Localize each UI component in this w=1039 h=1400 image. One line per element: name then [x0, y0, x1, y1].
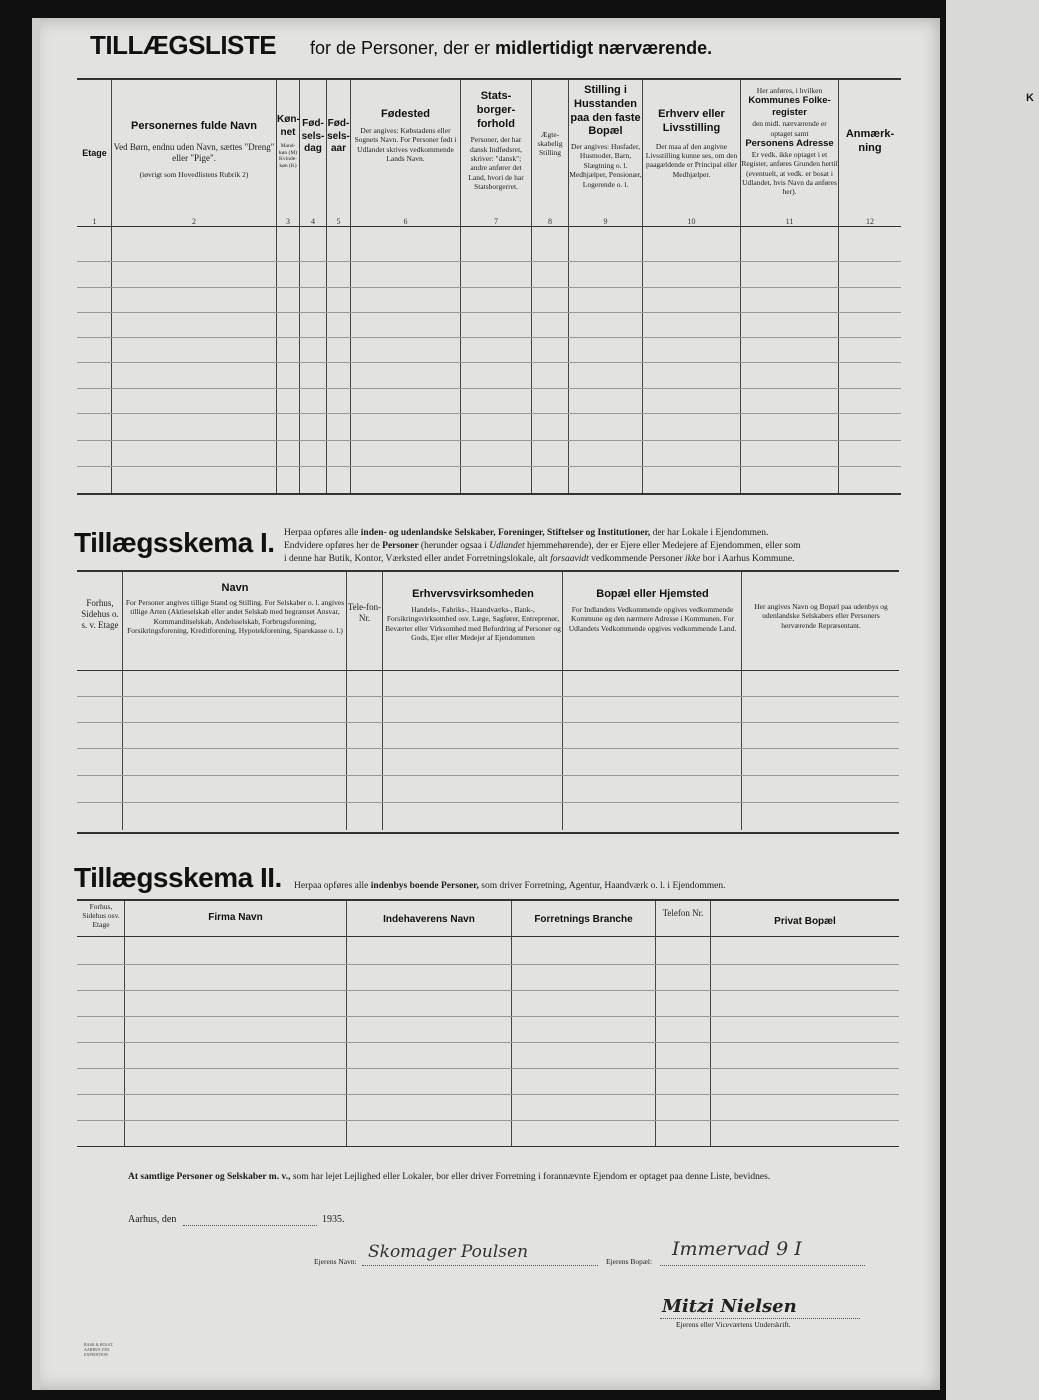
skema1-desc-lead: Herpaa opføres alle: [284, 528, 359, 538]
owner-address-value: Immervad 9 I: [672, 1238, 802, 1260]
table-row-line: [77, 802, 899, 803]
col-divider: [382, 572, 383, 830]
col-number: 11: [785, 217, 794, 226]
skema1-col-business: [384, 588, 562, 642]
col-header-register-sub: Er vedk. ikke optaget i et Register, anføres Grunden hertil (eventuelt, at vedk. er bosat i Udlandet, hvis Navn da anføres her).: [741, 149, 838, 197]
skema1-col-representative: Her angives Navn og Bopæl paa udenbys og udenlandske Selskabers eller Personers herværende Repræsentant.: [754, 602, 888, 630]
col-header-occupation-title: Erhverv eller Livsstilling: [658, 108, 725, 134]
attestation-statement: [128, 1171, 898, 1183]
col-header-household-title: Stilling i Husstanden paa den faste Bopæl: [570, 84, 641, 138]
skema1-desc-3d: ikke: [685, 553, 701, 564]
signature-caption: Ejerens eller Viceværtens Underskrift.: [676, 1320, 791, 1329]
main-title-prefix: for de Personer, der er: [310, 38, 491, 58]
col-number: 4: [311, 217, 315, 226]
col-header-occupation-sub: Det maa af den angivne Livsstilling kunne ses, om den paagældende er Principal eller Medhjælper.: [645, 141, 738, 179]
table-row-line: [77, 440, 901, 441]
attestation-rest: som har lejet Lejlighed eller Lokaler, bor eller driver Forretning i forannævnte Ejendom er optaget paa denne Liste, bevidnes.: [292, 1172, 771, 1182]
col-header-name-sub: Ved Børn, endnu uden Navn, sættes "Dreng" eller "Pige".: [113, 141, 275, 163]
owner-name-value: Skomager Poulsen: [368, 1242, 529, 1262]
skema2-col-phone: Telefon Nr.: [662, 908, 704, 918]
table-row-line: [77, 362, 901, 363]
col-header-household: [569, 84, 642, 189]
main-title-subtitle: [310, 38, 712, 59]
date-line: [183, 1225, 317, 1226]
table-row-line: [77, 1094, 899, 1095]
table-row-line: [77, 312, 901, 313]
table-row-line: [77, 722, 899, 723]
skema2-top-rule: [77, 899, 899, 901]
skema1-description: [284, 527, 904, 565]
col-divider: [655, 901, 656, 1146]
table-row-line: [77, 413, 901, 414]
col-header-birthplace: [352, 108, 459, 163]
attestation-bold: At samtlige Personer og Selskaber m. v.,: [128, 1172, 291, 1182]
skema1-col-residence: [564, 588, 741, 633]
col-divider: [741, 572, 742, 830]
skema2-desc-lead: Herpaa opføres alle: [294, 881, 369, 891]
skema1-col-floor: Forhus, Sidehus o. s. v. Etage: [81, 598, 119, 630]
skema1-desc-3a: i denne har Butik, Kontor, Værksted eller andet Forretningslokale, alt: [284, 553, 548, 564]
col-header-birthyear: Fød-sels-aar: [327, 118, 350, 154]
owner-name-line: [362, 1265, 598, 1266]
skema2-col-branch: Forretnings Branche: [534, 914, 633, 925]
col-header-birthday: Fød-sels-dag: [301, 118, 325, 154]
skema1-col-business-sub: Handels-, Fabriks-, Haandværks-, Bank-, Forsikringsvirksomhed osv. Læge, Sagfører, Entreprenør, Beværter eller Virksomhed med Befordring af Personer og Gods, Ejer eller Medejer af Ejendommen: [385, 604, 561, 642]
col-header-remarks: Anmærk-ning: [845, 128, 895, 154]
table-row-line: [77, 1120, 899, 1121]
skema1-col-phone: Tele-fon-Nr.: [347, 602, 382, 623]
main-table-header-rule: [77, 226, 901, 227]
skema1-desc-1: der har Lokale i Ejendommen.: [652, 528, 769, 538]
col-header-register: [741, 86, 838, 197]
skema1-header-rule: [77, 670, 899, 671]
place-label: Aarhus, den: [128, 1214, 177, 1225]
col-number: 3: [286, 217, 290, 226]
col-header-occupation: [643, 108, 740, 179]
skema1-desc-2b: Personer: [382, 540, 419, 551]
skema1-col-name: [124, 582, 346, 635]
skema1-top-rule: [77, 570, 899, 572]
col-header-register-address: Personens Adresse: [745, 137, 834, 149]
skema2-description: [294, 880, 894, 893]
col-number: 12: [866, 217, 874, 226]
col-number: 9: [603, 217, 608, 226]
col-header-citizenship: [462, 90, 530, 192]
skema2-desc-rest: som driver Forretning, Agentur, Haandværk o. l. i Ejendommen.: [481, 881, 726, 891]
col-header-name: [113, 120, 275, 180]
skema1-desc-2e: hjemmehørende), der er Ejere eller Medejere af Ejendommen, eller som: [526, 540, 801, 551]
skema2-title: Tillægsskema II.: [74, 862, 282, 893]
owner-name-label: Ejerens Navn:: [314, 1257, 357, 1266]
skema1-desc-bold: inden- og udenlandske Selskaber, Foreninger, Stiftelser og Institutioner,: [360, 528, 651, 538]
table-row-line: [77, 466, 901, 467]
skema1-desc-3c: vedkommende Personer: [591, 553, 683, 564]
table-row-line: [77, 1042, 899, 1043]
table-row-line: [77, 1016, 899, 1017]
col-header-etage: Etage: [82, 148, 107, 158]
col-header-register-mid: den midl. nærværende er optaget samt: [752, 119, 827, 138]
skema1-desc-3e: bor i Aarhus Kommune.: [702, 553, 795, 564]
col-header-register-title: Kommunes Folke-register: [748, 95, 831, 119]
col-header-household-sub: Der angives: Husfader, Husmoder, Barn, Slægtning o. l. Medhjælper, Pensionær, Logerende o. l.: [569, 142, 642, 189]
col-header-name-note: (iøvrigt som Hovedlistens Rubrik 2): [139, 170, 249, 180]
skema1-col-name-title: Navn: [221, 582, 249, 594]
skema2-col-owner: Indehaverens Navn: [383, 914, 475, 925]
skema1-col-business-title: Erhvervsvirksomheden: [412, 588, 534, 600]
table-row-line: [77, 388, 901, 389]
table-row-line: [77, 337, 901, 338]
skema1-col-residence-sub: For Indlandets Vedkommende opgives vedkommende Kommune og den nærmere Adresse i Kommunen. For Udlandets Vedkommende opgives vedkommende Land.: [568, 604, 737, 633]
col-number: 8: [548, 217, 552, 226]
table-row-line: [77, 964, 899, 965]
main-table-bottom-rule: [77, 493, 901, 495]
col-header-gender-sub: Mand-køn (M) Kvinde-køn (K): [278, 143, 298, 169]
skema1-col-name-sub: For Personer angives tillige Stand og Stilling. For Selskaber o. l. angives tillige Arten (Aktieselskab eller andet Selskab med begrænset Ansvar, Kommanditselskab, Andelsselskab, Forbrugsforening, Forsikringsforening, Kreditforening, Hypotekforening, Sparekasse o. l.): [125, 597, 345, 635]
skema1-desc-2a: Endvidere opføres her de: [284, 540, 380, 551]
col-divider: [511, 901, 512, 1146]
signature-line: [660, 1318, 860, 1319]
col-header-citizenship-title: Stats-borger-forhold: [476, 90, 516, 130]
col-number: 5: [336, 217, 341, 226]
page-edge: [32, 18, 40, 1390]
col-number: 2: [192, 217, 196, 226]
owner-address-line: [660, 1265, 865, 1266]
table-row-line: [77, 696, 899, 697]
col-header-gender: [277, 114, 299, 169]
adjacent-page-fragment: K: [1026, 92, 1034, 104]
col-number: 7: [494, 217, 498, 226]
skema1-desc-3b: forsaavidt: [550, 553, 589, 564]
table-row-line: [77, 287, 901, 288]
year-label: 1935.: [322, 1214, 345, 1225]
col-number: 1: [92, 217, 97, 226]
table-row-line: [77, 1068, 899, 1069]
skema1-desc-2d: Udlandet: [489, 540, 525, 551]
col-header-citizenship-sub: Personer, der har dansk Indfødsret, skriver: "dansk"; andre anfører det Land, hvori de har Statsborgerret.: [468, 135, 524, 192]
col-header-birthplace-sub: Der angives: Købstadens eller Sognets Navn. For Personer født i Udlandet skrives vedkommende Lands Navn.: [354, 125, 457, 163]
skema2-header-rule: [77, 936, 899, 937]
skema2-col-floor: Forhus, Sidehus osv. Etage: [82, 902, 120, 929]
owner-address-label: Ejerens Bopæl:: [606, 1257, 653, 1266]
skema2-desc-bold: indenbys boende Personer,: [370, 881, 479, 891]
skema1-desc-2c: (herunder ogsaa i: [420, 540, 487, 551]
col-number: 10: [687, 217, 696, 226]
skema1-col-residence-title: Bopæl eller Hjemsted: [596, 588, 709, 600]
col-header-marital: Ægte-skabelig Stilling: [537, 130, 563, 157]
adjacent-page: [946, 0, 1039, 1400]
printer-imprint: RASK & HOLST, AARHUS 1935 EXPEDITION: [84, 1342, 114, 1358]
skema2-col-address: Privat Bopæl: [774, 916, 836, 927]
main-title-emphasis: midlertidigt nærværende.: [495, 38, 713, 58]
col-header-register-pre: Her anføres, i hvilken: [756, 86, 823, 95]
col-header-name-title: Personernes fulde Navn: [131, 120, 257, 132]
col-number: 6: [403, 217, 408, 226]
main-table-top-rule: [77, 78, 901, 80]
table-row-line: [77, 748, 899, 749]
signature: Mitzi Nielsen: [662, 1296, 797, 1317]
col-divider: [346, 901, 347, 1146]
table-row-line: [77, 990, 899, 991]
col-header-birthplace-title: Fødested: [381, 108, 430, 120]
col-header-gender-title: Køn-net: [277, 114, 300, 138]
col-divider: [710, 901, 711, 1146]
main-title: TILLÆGSLISTE: [90, 30, 277, 60]
col-divider: [124, 901, 125, 1146]
skema2-bottom-rule: [77, 1146, 899, 1147]
col-divider: [562, 572, 563, 830]
skema2-col-firm: Firma Navn: [208, 912, 263, 923]
skema1-title: Tillægsskema I.: [74, 527, 275, 558]
table-row-line: [77, 775, 899, 776]
skema1-bottom-rule: [77, 832, 899, 834]
col-divider: [122, 572, 123, 830]
table-row-line: [77, 261, 901, 262]
